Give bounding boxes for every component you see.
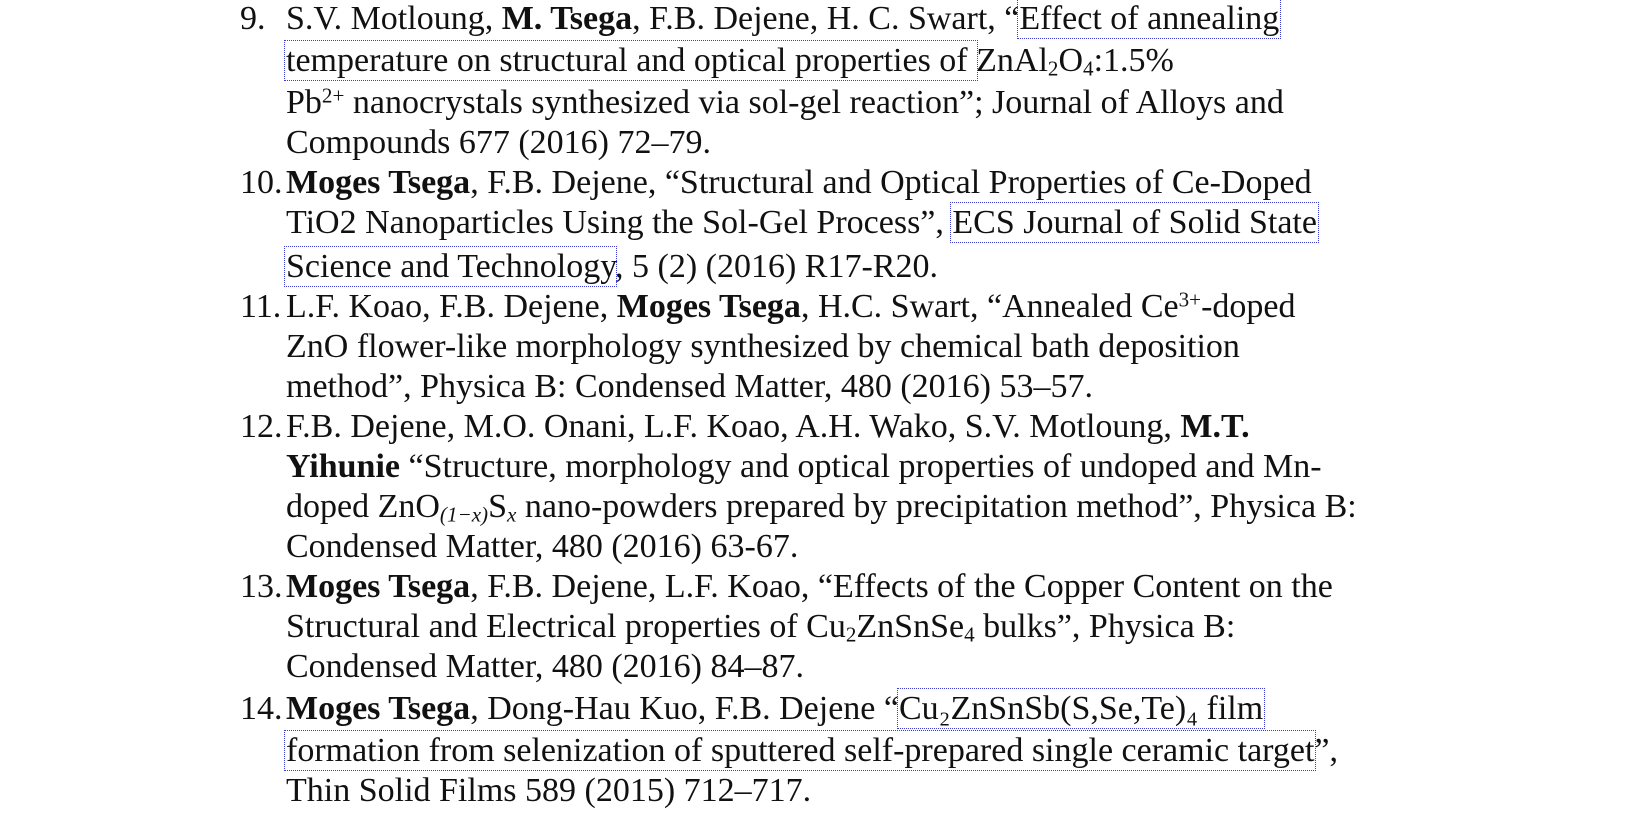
author-highlight: M. Tsega: [501, 0, 633, 37]
reference-line: [286, 2, 1440, 36]
reference-line: [286, 530, 1440, 564]
reference-line: [286, 692, 1440, 726]
reference-entry: [240, 166, 1440, 284]
reference-text: ZnAl: [976, 42, 1048, 79]
reference-text: , F.B. Dejene, H. C. Swart, “: [632, 0, 1020, 37]
reference-line: [286, 450, 1440, 484]
reference-number: 11.: [240, 288, 282, 325]
reference-line: [286, 250, 1440, 284]
author-highlight: Moges Tsega: [286, 568, 471, 605]
hyperlink-text[interactable]: Cu₂ZnSnSb(S,Se,Te)₄ film: [899, 690, 1264, 727]
reference-text: , F.B. Dejene, L.F. Koao, “Effects of the Copper Content on the: [470, 568, 1333, 605]
hyperlink-text[interactable]: Effect of annealing: [1019, 0, 1280, 37]
hyperlink-text[interactable]: Science and Technology: [286, 248, 616, 285]
reference-text: , 5 (2) (2016) R17-R20.: [615, 248, 938, 285]
reference-line: [286, 488, 1440, 527]
reference-number: 13.: [240, 568, 283, 605]
reference-number: 12.: [240, 408, 283, 445]
subscript-text: 4: [964, 622, 975, 647]
reference-text: -doped: [1201, 288, 1296, 325]
reference-text: TiO2 Nanoparticles Using the Sol-Gel Process”,: [286, 204, 953, 241]
hyperlink-text[interactable]: temperature on structural and optical properties of: [286, 42, 977, 79]
reference-text: doped ZnO: [286, 488, 440, 525]
author-highlight: M.T.: [1180, 408, 1250, 445]
reference-entry: [240, 2, 1440, 160]
author-highlight: Yihunie: [286, 448, 401, 485]
reference-text: , F.B. Dejene, “Structural and Optical Properties of Ce-Doped: [470, 164, 1312, 201]
reference-line: [286, 410, 1440, 444]
reference-line: [286, 83, 1440, 121]
reference-line: [286, 287, 1440, 325]
reference-text: bulks”, Physica B:: [974, 608, 1236, 645]
reference-text: :1.5%: [1093, 42, 1174, 79]
reference-text: , H.C. Swart, “Annealed Ce: [800, 288, 1179, 325]
reference-text: , Dong-Hau Kuo, F.B. Dejene “: [470, 690, 899, 727]
author-highlight: Moges Tsega: [286, 690, 471, 727]
reference-text: Condensed Matter, 480 (2016) 84–87.: [286, 648, 805, 685]
superscript-text: 3+: [1178, 287, 1202, 312]
reference-number: 14.: [240, 690, 283, 727]
reference-text: ”,: [1314, 732, 1338, 769]
subscript-text: x: [507, 502, 517, 527]
reference-number: 10.: [240, 164, 283, 201]
reference-text: nanocrystals synthesized via sol-gel reaction”; Journal of Alloys and: [344, 84, 1284, 121]
reference-line: [286, 608, 1440, 647]
reference-line: [286, 206, 1440, 240]
author-highlight: Moges Tsega: [616, 288, 801, 325]
superscript-text: 2+: [321, 83, 345, 108]
reference-line: [286, 330, 1440, 364]
subscript-text: 4: [1083, 56, 1094, 81]
reference-text: ZnSnSe: [856, 608, 965, 645]
reference-text: S: [488, 488, 508, 525]
author-highlight: Moges Tsega: [286, 164, 471, 201]
reference-text: nano-powders prepared by precipitation method”, Physica B:: [516, 488, 1357, 525]
reference-line: [286, 570, 1440, 604]
reference-line: [286, 734, 1440, 768]
reference-text: O: [1058, 42, 1084, 79]
reference-text: F.B. Dejene, M.O. Onani, L.F. Koao, A.H. Wako, S.V. Motloung,: [286, 408, 1181, 445]
reference-text: Structural and Electrical properties of Cu: [286, 608, 846, 645]
reference-entry: [240, 287, 1440, 405]
hyperlink-text[interactable]: ECS Journal of Solid State: [952, 204, 1317, 241]
reference-entry: [240, 570, 1440, 684]
reference-text: method”, Physica B: Condensed Matter, 480 (2016) 53–57.: [286, 368, 1093, 405]
reference-line: [286, 774, 1440, 808]
reference-text: ZnO flower-like morphology synthesized by chemical bath deposition: [286, 328, 1240, 365]
reference-text: “Structure, morphology and optical properties of undoped and Mn-: [400, 448, 1322, 485]
reference-entry: [240, 692, 1440, 808]
subscript-text: 2: [845, 622, 857, 647]
reference-entry: [240, 410, 1440, 564]
reference-line: [286, 370, 1440, 404]
reference-line: [286, 650, 1440, 684]
hyperlink-text[interactable]: formation from selenization of sputtered self-prepared single ceramic target: [286, 732, 1315, 769]
subscript-text: (1−x): [439, 502, 489, 527]
reference-text: S.V. Motloung,: [286, 0, 502, 37]
reference-text: Thin Solid Films 589 (2015) 712–717.: [286, 772, 812, 809]
reference-text: Pb: [286, 84, 322, 121]
reference-number: 9.: [240, 0, 266, 37]
reference-line: [286, 42, 1440, 81]
reference-text: L.F. Koao, F.B. Dejene,: [286, 288, 617, 325]
reference-line: [286, 126, 1440, 160]
reference-line: [286, 166, 1440, 200]
reference-text: Compounds 677 (2016) 72–79.: [286, 124, 711, 161]
subscript-text: 2: [1047, 56, 1059, 81]
reference-text: Condensed Matter, 480 (2016) 63-67.: [286, 528, 799, 565]
